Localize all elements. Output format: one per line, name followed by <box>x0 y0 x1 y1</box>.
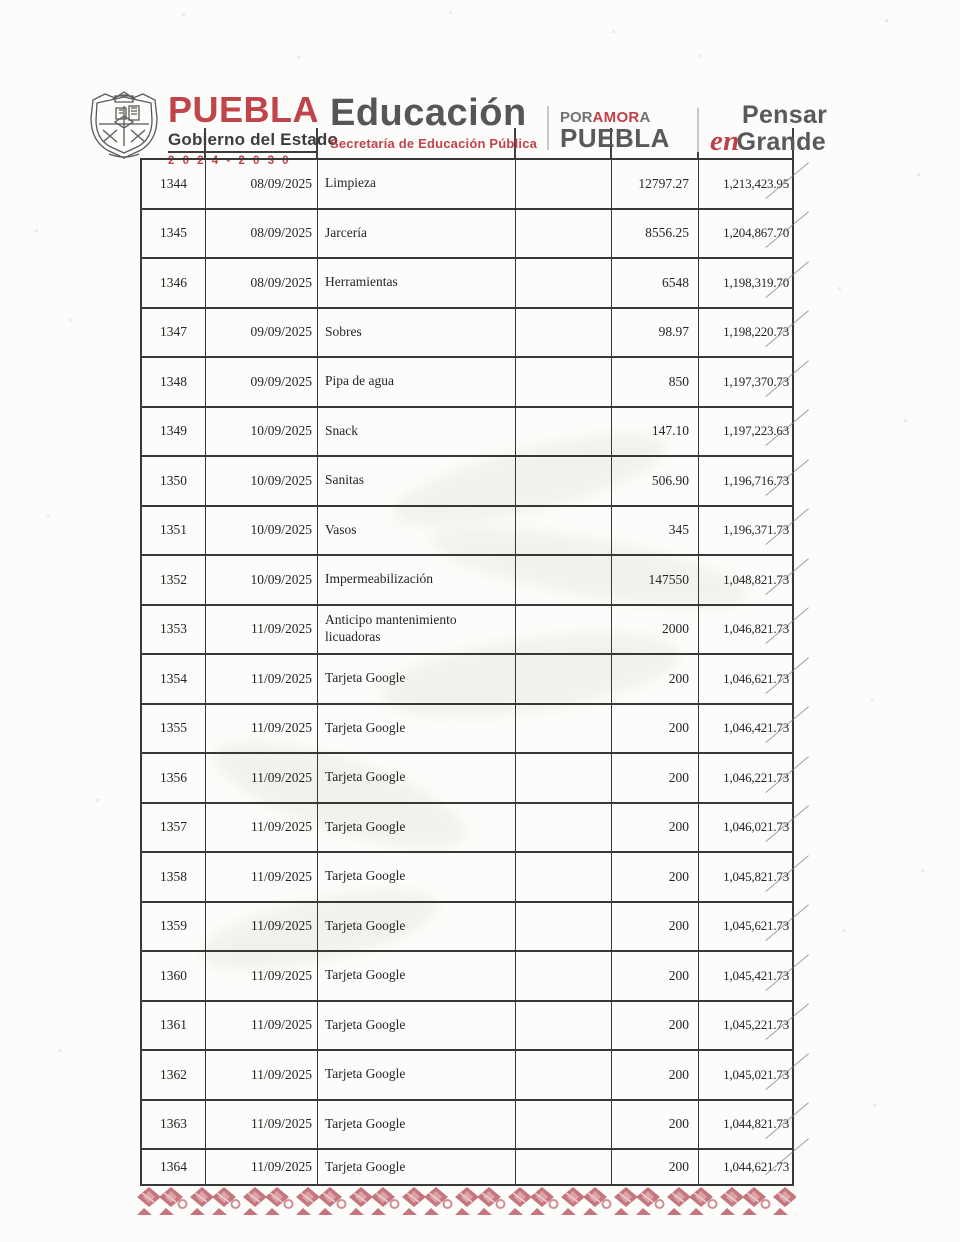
table-row <box>142 1051 792 1101</box>
date-cell: 11/09/2025 <box>206 655 318 703</box>
balance-cell: 1,198,220.73 <box>723 324 789 340</box>
ornament-unit <box>613 1186 666 1216</box>
en-script-text: en <box>710 124 740 157</box>
description-cell: Tarjeta Google <box>318 952 516 1000</box>
blank-cell <box>516 457 612 505</box>
blank-cell <box>516 309 612 357</box>
puebla-logo-years: 2 0 2 4 - 2 0 3 0 <box>168 155 292 167</box>
row-number-cell: 1362 <box>142 1051 206 1099</box>
amount-cell: 200 <box>612 1002 699 1050</box>
description-cell: Tarjeta Google <box>318 655 516 703</box>
amount-cell: 8556.25 <box>612 210 699 258</box>
description-cell: Limpieza <box>318 160 516 208</box>
blank-cell <box>516 408 612 456</box>
row-number-cell: 1361 <box>142 1002 206 1050</box>
description-cell: Sobres <box>318 309 516 357</box>
educacion-logo <box>330 94 537 151</box>
row-number-cell: 1359 <box>142 903 206 951</box>
row-number-cell: 1363 <box>142 1101 206 1149</box>
description-cell: Tarjeta Google <box>318 804 516 852</box>
table-row <box>142 1150 792 1184</box>
blank-cell <box>516 804 612 852</box>
description-cell: Tarjeta Google <box>318 853 516 901</box>
puebla-logo-subtitle: Gobierno del Estado <box>168 130 318 153</box>
table-row <box>142 457 792 507</box>
en-grande-line <box>710 124 827 157</box>
puebla-government-logo <box>168 89 339 167</box>
date-cell: 11/09/2025 <box>206 1051 318 1099</box>
date-cell: 08/09/2025 <box>206 160 318 208</box>
amount-cell: 2000 <box>612 606 699 654</box>
description-cell: Tarjeta Google <box>318 1101 516 1149</box>
grande-text: Grande <box>736 127 826 156</box>
table-row <box>142 259 792 309</box>
educacion-logo-subtitle: Secretaría de Educación Pública <box>330 136 538 151</box>
amount-cell: 98.97 <box>612 309 699 357</box>
row-number-cell: 1352 <box>142 556 206 604</box>
blank-cell <box>516 1101 612 1149</box>
row-number-cell: 1345 <box>142 210 206 258</box>
row-number-cell: 1347 <box>142 309 206 357</box>
description-cell: Tarjeta Google <box>318 1051 516 1099</box>
description-cell: Tarjeta Google <box>318 903 516 951</box>
row-number-cell: 1349 <box>142 408 206 456</box>
date-cell: 09/09/2025 <box>206 309 318 357</box>
balance-cell: 1,044,621.73 <box>723 1159 789 1174</box>
date-cell: 11/09/2025 <box>206 853 318 901</box>
row-number-cell: 1353 <box>142 606 206 654</box>
balance-cell: 1,046,221.73 <box>723 769 789 785</box>
amount-cell: 345 <box>612 507 699 555</box>
row-number-cell: 1357 <box>142 804 206 852</box>
amount-cell: 200 <box>612 903 699 951</box>
blank-cell <box>516 358 612 406</box>
table-row <box>142 952 792 1002</box>
description-cell: Tarjeta Google <box>318 1150 516 1184</box>
balance-cell: 1,045,621.73 <box>723 918 789 934</box>
amount-cell: 147.10 <box>612 408 699 456</box>
table-row <box>142 309 792 359</box>
amount-cell: 200 <box>612 952 699 1000</box>
row-number-cell: 1354 <box>142 655 206 703</box>
amor-text: AMOR <box>592 109 640 126</box>
date-cell: 08/09/2025 <box>206 210 318 258</box>
talavera-ornament-border <box>136 1186 796 1218</box>
amount-cell: 12797.27 <box>612 160 699 208</box>
amount-cell: 200 <box>612 1150 699 1184</box>
ornament-unit <box>666 1186 719 1216</box>
balance-cell: 1,046,021.73 <box>723 819 789 835</box>
table-row <box>142 804 792 854</box>
table-row <box>142 1101 792 1151</box>
description-cell: Anticipo mantenimiento licuadoras <box>318 606 516 654</box>
amount-cell: 506.90 <box>612 457 699 505</box>
pensar-en-grande-logo <box>710 101 828 157</box>
blank-cell <box>516 1002 612 1050</box>
amount-cell: 200 <box>612 1051 699 1099</box>
blank-cell <box>516 160 612 208</box>
row-number-cell: 1348 <box>142 358 206 406</box>
balance-cell: 1,048,821.73 <box>723 571 789 587</box>
table-row <box>142 556 792 606</box>
date-cell: 11/09/2025 <box>206 903 318 951</box>
educacion-logo-title: Educación <box>330 92 527 134</box>
puebla-coat-of-arms <box>85 88 163 162</box>
row-number-cell: 1351 <box>142 507 206 555</box>
amount-cell: 200 <box>612 705 699 753</box>
table-row <box>142 507 792 557</box>
blank-cell <box>516 952 612 1000</box>
ornament-unit <box>401 1186 454 1216</box>
expense-ledger-table <box>140 158 794 1186</box>
table-row <box>142 1002 792 1052</box>
description-cell: Tarjeta Google <box>318 754 516 802</box>
blank-cell <box>516 754 612 802</box>
balance-cell: 1,197,370.73 <box>723 373 789 389</box>
balance-cell: 1,213,423.95 <box>723 175 789 191</box>
row-number-cell: 1355 <box>142 705 206 753</box>
blank-cell <box>516 1051 612 1099</box>
date-cell: 09/09/2025 <box>206 358 318 406</box>
date-cell: 11/09/2025 <box>206 1101 318 1149</box>
puebla-logo-title: PUEBLA <box>168 89 320 130</box>
table-row <box>142 408 792 458</box>
a-text: A <box>639 109 651 126</box>
blank-cell <box>516 655 612 703</box>
date-cell: 10/09/2025 <box>206 556 318 604</box>
date-cell: 11/09/2025 <box>206 1002 318 1050</box>
table-row <box>142 210 792 260</box>
description-cell: Impermeabilización <box>318 556 516 604</box>
table-row <box>142 705 792 755</box>
blank-cell <box>516 705 612 753</box>
description-cell: Tarjeta Google <box>318 705 516 753</box>
description-cell: Pipa de agua <box>318 358 516 406</box>
date-cell: 10/09/2025 <box>206 457 318 505</box>
table-row <box>142 903 792 953</box>
row-number-cell: 1358 <box>142 853 206 901</box>
logo-divider <box>547 106 549 150</box>
date-cell: 10/09/2025 <box>206 507 318 555</box>
por-amor-a-puebla-logo <box>560 110 670 152</box>
amount-cell: 200 <box>612 655 699 703</box>
balance-cell: 1,045,821.73 <box>723 868 789 884</box>
balance-cell: 1,046,821.73 <box>723 621 789 637</box>
blank-cell <box>516 210 612 258</box>
description-cell: Sanitas <box>318 457 516 505</box>
ornament-unit <box>242 1186 295 1216</box>
blank-cell <box>516 507 612 555</box>
balance-cell: 1,045,021.73 <box>723 1066 789 1082</box>
ornament-unit <box>560 1186 613 1216</box>
table-row <box>142 853 792 903</box>
amount-cell: 200 <box>612 804 699 852</box>
row-number-cell: 1364 <box>142 1150 206 1184</box>
date-cell: 11/09/2025 <box>206 952 318 1000</box>
pensar-text: Pensar <box>742 101 828 129</box>
description-cell: Tarjeta Google <box>318 1002 516 1050</box>
date-cell: 10/09/2025 <box>206 408 318 456</box>
amount-cell: 200 <box>612 853 699 901</box>
blank-cell <box>516 903 612 951</box>
blank-cell <box>516 606 612 654</box>
document-header <box>0 0 960 167</box>
table-row <box>142 754 792 804</box>
balance-cell: 1,046,621.73 <box>723 670 789 686</box>
amount-cell: 850 <box>612 358 699 406</box>
balance-cell: 1,045,421.73 <box>723 967 789 983</box>
balance-cell: 1,198,319.70 <box>723 274 789 290</box>
puebla-wordmark: PUEBLA <box>560 123 670 153</box>
date-cell: 11/09/2025 <box>206 606 318 654</box>
ornament-unit <box>454 1186 507 1216</box>
amount-cell: 6548 <box>612 259 699 307</box>
ornament-unit <box>772 1186 796 1216</box>
balance-cell: 1,046,421.73 <box>723 720 789 736</box>
balance-cell: 1,197,223.63 <box>723 423 789 439</box>
ornament-unit <box>348 1186 401 1216</box>
date-cell: 11/09/2025 <box>206 754 318 802</box>
ornament-unit <box>719 1186 772 1216</box>
description-cell: Herramientas <box>318 259 516 307</box>
balance-cell: 1,196,716.73 <box>723 472 789 488</box>
amount-cell: 200 <box>612 1101 699 1149</box>
ornament-unit <box>507 1186 560 1216</box>
amount-cell: 200 <box>612 754 699 802</box>
balance-cell: 1,196,371.73 <box>723 522 789 538</box>
blank-cell <box>516 259 612 307</box>
date-cell: 11/09/2025 <box>206 804 318 852</box>
description-cell: Vasos <box>318 507 516 555</box>
blank-cell <box>516 853 612 901</box>
table-row <box>142 606 792 656</box>
row-number-cell: 1360 <box>142 952 206 1000</box>
date-cell: 11/09/2025 <box>206 1150 318 1184</box>
row-number-cell: 1346 <box>142 259 206 307</box>
date-cell: 11/09/2025 <box>206 705 318 753</box>
por-text: POR <box>560 109 593 126</box>
row-number-cell: 1344 <box>142 160 206 208</box>
blank-cell <box>516 1150 612 1184</box>
date-cell: 08/09/2025 <box>206 259 318 307</box>
table-row <box>142 160 792 210</box>
ornament-unit <box>136 1186 189 1216</box>
ornament-unit <box>189 1186 242 1216</box>
balance-cell: 1,044,821.73 <box>723 1116 789 1132</box>
logo-divider <box>697 108 699 152</box>
balance-cell: 1,045,221.73 <box>723 1017 789 1033</box>
description-cell: Snack <box>318 408 516 456</box>
blank-cell <box>516 556 612 604</box>
balance-cell: 1,204,867.70 <box>723 225 789 241</box>
amount-cell: 147550 <box>612 556 699 604</box>
ornament-unit <box>295 1186 348 1216</box>
description-cell: Jarcería <box>318 210 516 258</box>
row-number-cell: 1350 <box>142 457 206 505</box>
table-row <box>142 655 792 705</box>
table-row <box>142 358 792 408</box>
row-number-cell: 1356 <box>142 754 206 802</box>
